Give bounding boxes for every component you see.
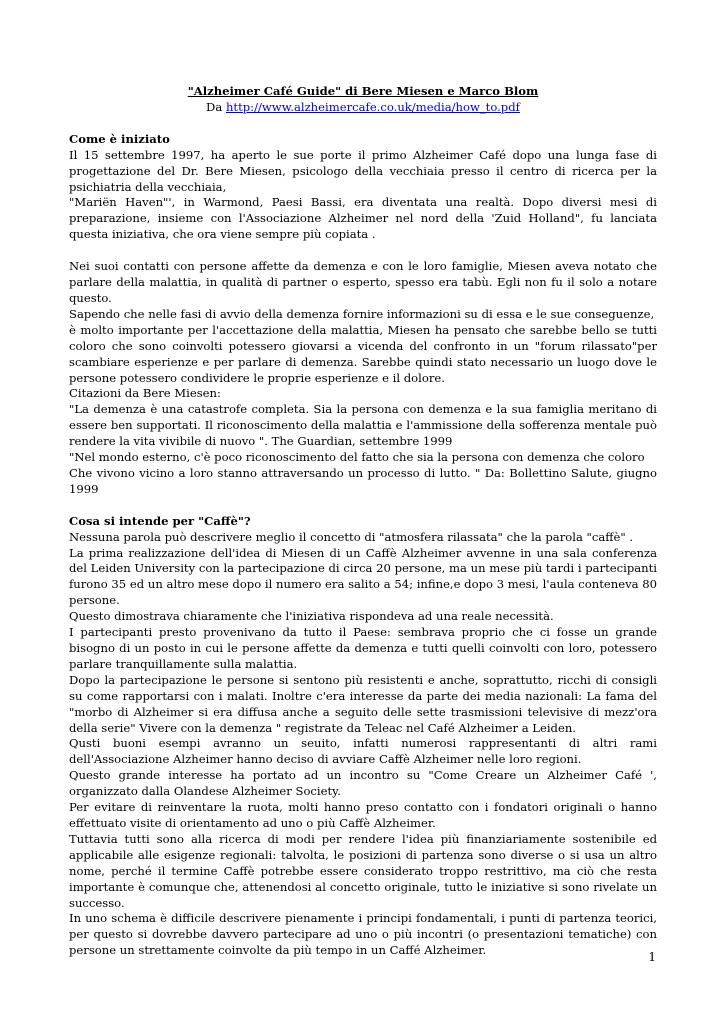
paragraph: Qusti buoni esempi avranno un seuito, infatti numerosi rappresentanti di altri rami dell'Associazione Alzheimer hanno deciso di avviare Caffè Alzheimer nelle loro regioni. — [69, 736, 657, 767]
paragraph: "Mariën Haven"', in Warmond, Paesi Bassi, era diventata una realtà. Dopo diversi mesi di preparazione, insieme con l'Associazione Alzheimer nel nord della 'Zuid Holland", fu lanciata questa iniziativa, che ora viene sempre più copiata . — [69, 195, 657, 242]
paragraph: Sapendo che nelle fasi di avvio della demenza fornire informazioni su di essa e le sue conseguenze, — [69, 306, 655, 321]
quote-paragraph: "Nel mondo esterno, c'è poco riconoscimento del fatto che sia la persona con demenza che coloro — [69, 450, 645, 465]
quote-paragraph: Che vivono vicino a loro stanno attraversando un processo di lutto. " Da: Bollettino Salute, giugno 1999 — [69, 465, 657, 496]
paragraph: Per evitare di reinventare la ruota, molti hanno preso contatto con i fondatori originali o hanno effettuato visite di orientamento ad uno o più Caffè Alzheimer. — [69, 800, 657, 830]
paragraph: Questo grande interesse ha portato ad un incontro su "Come Creare un Alzheimer Café ', organizzato dalla Olandese Alzheimer Society. — [69, 768, 657, 799]
paragraph: I partecipanti presto provenivano da tutto il Paese: sembrava proprio che ci fosse un grande bisogno di un posto in cui le persone affette da demenza e tutti quelli coinvolti con loro, potessero parlare tranquillamente sulla malattia. — [69, 625, 657, 671]
paragraph: Tuttavia tutti sono alla ricerca di modi per rendere l'idea più finanziariamente sostenibile ed applicabile alle esigenze regionali: talvolta, le posizioni di partenza sono diverse o si usa un altro nome, perché il termine Caffè potrebbe essere considerato troppo restrittivo, ma ciò che resta importante è comunque che, attenendosi al concetto originale, tutto le iniziative si sono rivelate un successo. — [69, 831, 657, 910]
source-link[interactable]: http://www.alzheimercafe.co.uk/media/how_to.pdf — [225, 99, 520, 114]
paragraph: Nei suoi contatti con persone affette da demenza e con le loro famiglie, Miesen aveva notato che parlare della malattia, in qualità di partner o esperto, spesso era tabù. Egli non fu il solo a notare questo. — [69, 259, 657, 305]
document-body — [69, 84, 657, 959]
paragraph: Nessuna parola può descrivere meglio il concetto di "atmosfera rilassata" che la parola "caffè" . — [69, 529, 634, 544]
document-title: "Alzheimer Café Guide" di Bere Miesen e Marco Blom — [187, 84, 539, 98]
paragraph: è molto importante per l'accettazione della malattia, Miesen ha pensato che sarebbe bello se tutti coloro che sono coinvolti potessero giovarsi a vicenda del confronto in un "forum rilassato"per scambiare esperienze e per parlare di demenza. Sarebbe quindi stato necessario un luogo dove le persone potessero condividere le proprie esperienze e il dolore. — [69, 322, 657, 385]
paragraph: Citazioni da Bere Miesen: — [69, 386, 221, 401]
quote-paragraph: "La demenza è una catastrofe completa. Sia la persona con demenza e la sua famiglia meritano di essere ben supportati. Il riconoscimento della malattia e l'ammissione della sofferenza mentale può rendere la vita vivibile di nuovo ". The Guardian, settembre 1999 — [69, 402, 657, 449]
paragraph: La prima realizzazione dell'idea di Miesen di un Caffè Alzheimer avvenne in una sala conferenza del Leiden University con la partecipazione di circa 20 persone, ma un mese più tardi i partecipanti furono 35 ed un altro mese dopo il numero era salito a 54; infine,e dopo 3 mesi, l'aula conteneva 80 persone. — [69, 545, 657, 608]
paragraph: Questo dimostrava chiaramente che l'iniziativa rispondeva ad una reale necessità. — [69, 609, 554, 624]
paragraph: In uno schema è difficile descrivere pienamente i principi fondamentali, i punti di partenza teorici, per questo si dovrebbe davvero partecipare ad uno o più incontri (o presentazioni tematiche) con persone un strettamente coinvolte da più tempo in un Caffé Alzheimer. — [69, 911, 657, 958]
source-line — [69, 100, 657, 116]
section-heading-come-iniziato: Come è iniziato — [69, 131, 170, 146]
section-heading-caffe: Cosa si intende per "Caffè"? — [69, 513, 251, 528]
page-number: 1 — [648, 950, 656, 964]
source-prefix: Da — [206, 99, 226, 114]
paragraph: Dopo la partecipazione le persone si sentono più resistenti e anche, soprattutto, ricchi di consigli su come rapportarsi con i malati. Inoltre c'era interesse da parte dei media nazionali: La fama del "morbo di Alzheimer si era diffusa anche a seguito delle sette trasmissioni televisive di mezz'ora della serie" Vivere con la demenza " registrate da Teleac nel Café Alzheimer a Leiden. — [69, 672, 657, 735]
paragraph: Il 15 settembre 1997, ha aperto le sue porte il primo Alzheimer Café dopo una lunga fase di progettazione del Dr. Bere Miesen, psicologo della vecchiaia presso il centro di ricerca per la psichiatria della vecchiaia, — [69, 147, 657, 194]
